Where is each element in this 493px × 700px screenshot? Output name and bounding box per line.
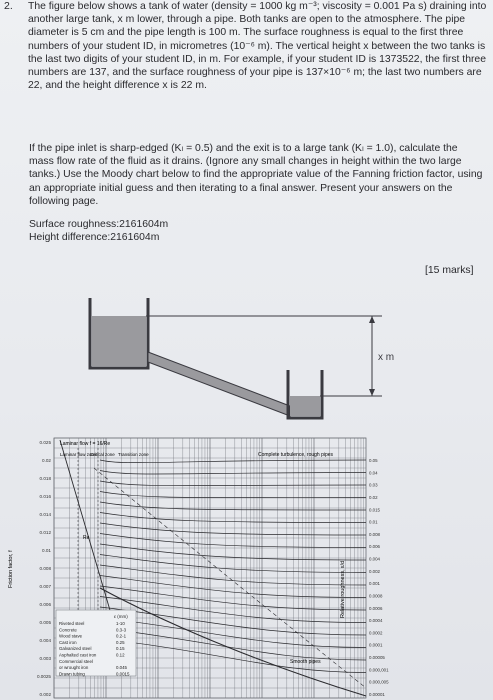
roughness-curve — [100, 639, 366, 673]
left-tick-label: 0.004 — [39, 638, 51, 643]
material-roughness: 0.12 — [116, 652, 125, 658]
tank-diagram — [0, 278, 493, 428]
left-tick-label: 0.006 — [39, 602, 51, 607]
roughness-curve — [100, 534, 366, 548]
right-tick-label: 0.0006 — [369, 605, 383, 611]
material-roughness: 0.2-1 — [116, 633, 127, 639]
material-roughness: 1-10 — [116, 621, 125, 626]
right-tick-label: 0.006 — [369, 544, 380, 550]
roughness-curve — [100, 607, 366, 635]
arrow-up-icon — [369, 316, 375, 323]
right-tick-label: 0.02 — [369, 494, 378, 500]
right-tick-label: 0.008 — [369, 531, 380, 537]
material-roughness: 0.25 — [116, 639, 125, 645]
material-name: Galvanized steel — [59, 646, 92, 652]
material-roughness: 0.15 — [116, 646, 125, 652]
right-tick-label: 0.05 — [369, 458, 378, 463]
materials-table — [56, 610, 136, 676]
left-tick-label: 0.014 — [39, 512, 51, 517]
material-name: Wood stave — [59, 633, 83, 639]
roughness-curve — [100, 523, 366, 535]
right-tick-label: 0.000,005 — [369, 679, 389, 685]
roughness-curve — [100, 544, 366, 560]
right-axis-label: Relative roughness, ε/d — [340, 560, 346, 618]
moody-chart — [0, 428, 493, 700]
left-tick-label: 0.025 — [39, 440, 51, 445]
right-tick-label: 0.000,001 — [369, 667, 389, 673]
material-roughness: 0.0015 — [116, 671, 130, 677]
re-label: Re — [83, 535, 90, 541]
question-paragraph-1: The figure below shows a tank of water (density = 1000 kg m⁻³; viscosity = 0.001 Pa s) draining into another large tank, x m lower, through a pipe. Both tanks are open to the atmosphere. The pipe diameter is 5 cm and the pipe length is 100 m. The surface roughness is equal to the first three numbers of your student ID, in micrometres (10⁻⁶ m). The vertical height x between the two tanks is the last two digits of your student ID, in m. For example, if your student ID is 1373522, the first three numbers are 137, and the surface roughness of your pipe is 137×10⁻⁶ m; the last two numbers are 22, and the height difference x is 22 m. — [28, 1, 487, 92]
material-name: Asphalted cast iron — [59, 652, 97, 658]
marks-label: [15 marks] — [425, 265, 474, 276]
roughness-curve — [100, 502, 366, 510]
question-paragraph-2: If the pipe inlet is sharp-edged (Kₗ = 0.5) and the exit is to a large tank (Kₗ = 1.0), calculate the mass flow rate of the fluid as it drains. (Ignore any small changes in height within the two large tanks.) Use the Moody chart below to find the appropriate value of the Fanning friction factor, using an appropriate initial guess and then iterating to a final answer. Present your answers on the following page. — [29, 143, 483, 207]
right-tick-label: 0.015 — [369, 507, 380, 513]
complete-turbulence-label: Complete turbulence, rough pipes — [258, 452, 334, 458]
roughness-curve — [100, 481, 366, 486]
right-tick-label: 0.03 — [369, 482, 378, 488]
left-tick-label: 0.007 — [39, 584, 51, 589]
material-name: Concrete — [59, 627, 77, 633]
left-tick-label: 0.02 — [42, 458, 51, 463]
right-tick-label: 0.01 — [369, 519, 378, 525]
height-difference-line: Height difference:2161604m — [29, 232, 160, 243]
left-tick-label: 0.003 — [39, 656, 51, 661]
smooth-pipes-label: Smooth pipes — [290, 659, 321, 665]
roughness-curve — [100, 460, 366, 463]
left-tick-label: 0.012 — [39, 530, 51, 535]
left-tick-label: 0.01 — [42, 548, 51, 553]
right-tick-label: 0.0002 — [369, 630, 383, 636]
roughness-curve — [100, 492, 366, 498]
transition-zone-label: Transition zone — [118, 452, 149, 457]
smooth-pipe-curve — [100, 588, 366, 696]
lower-tank-water — [290, 396, 320, 416]
right-tick-label: 0.004 — [369, 556, 380, 562]
upper-tank-water — [92, 316, 146, 366]
left-tick-label: 0.008 — [39, 566, 51, 571]
height-x-label: x m — [378, 352, 395, 363]
left-tick-label: 0.016 — [39, 494, 51, 499]
material-name: Commercial steel — [59, 658, 93, 664]
left-tick-label: 0.002 — [39, 692, 51, 697]
left-tick-label: 0.0025 — [36, 674, 51, 679]
roughness-curve — [100, 471, 366, 475]
question-number: 2. — [4, 0, 13, 12]
surface-roughness-line: Surface roughness:2161604m — [29, 219, 169, 230]
material-name: Drawn tubing — [59, 671, 85, 677]
right-tick-label: 0.00005 — [369, 655, 385, 661]
roughness-curve — [100, 576, 366, 598]
right-tick-label: 0.001 — [369, 581, 380, 587]
right-tick-label: 0.002 — [369, 568, 380, 574]
material-name: Riveted steel — [59, 621, 85, 626]
critical-zone-label: Critical zone — [90, 452, 115, 457]
roughness-curve — [100, 513, 366, 523]
material-roughness: 0.3-3 — [116, 627, 127, 633]
right-tick-label: 0.0001 — [369, 642, 383, 648]
material-roughness: 0.045 — [116, 665, 127, 671]
material-name: or wrought iron — [59, 665, 89, 671]
right-tick-label: 0.00001 — [369, 692, 385, 697]
pipe — [148, 352, 290, 416]
laminar-flow-label: Laminar flow f = 16/Re — [60, 441, 111, 447]
material-name: Cast iron — [59, 639, 77, 645]
arrow-down-icon — [369, 389, 375, 396]
left-tick-label: 0.018 — [39, 476, 51, 481]
right-tick-label: 0.0004 — [369, 618, 383, 624]
laminar-zone-label: Laminar flow zone — [60, 452, 97, 457]
materials-header: ε (mm) — [114, 614, 128, 619]
right-tick-label: 0.0008 — [369, 593, 383, 599]
y-axis-label: Friction factor, f — [8, 550, 14, 588]
right-tick-label: 0.04 — [369, 470, 378, 476]
left-tick-label: 0.005 — [39, 620, 51, 625]
